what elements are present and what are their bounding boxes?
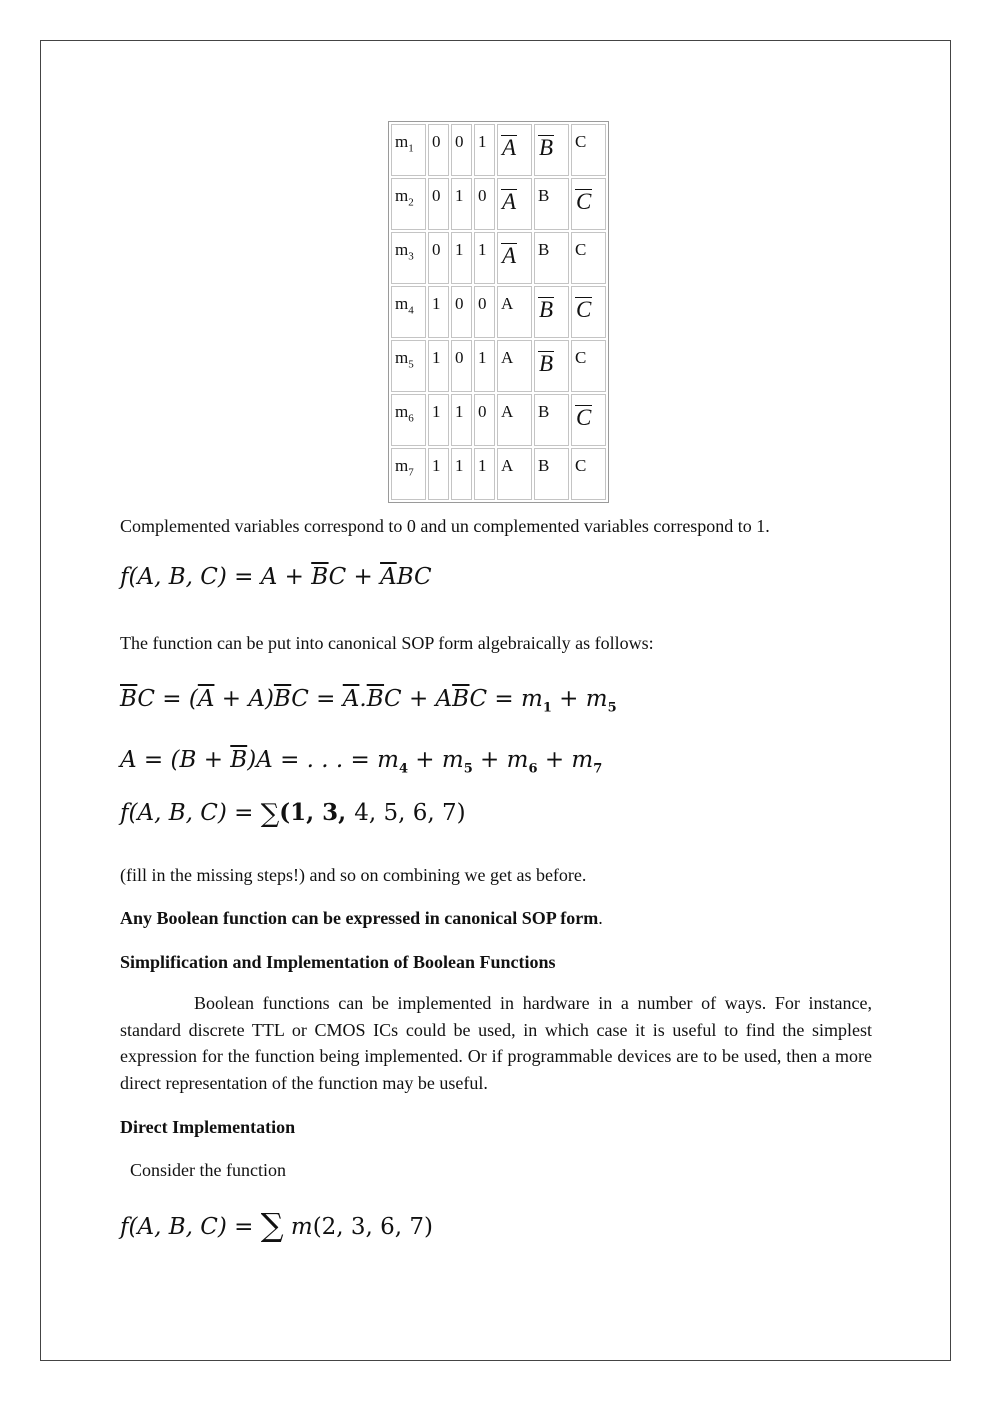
minterm-bit: 0	[474, 286, 495, 338]
complemented-variable: A	[497, 178, 532, 230]
minterm-bit: 1	[451, 448, 472, 500]
variable: B	[534, 448, 569, 500]
minterm-bit: 0	[451, 340, 472, 392]
minterm-row	[391, 232, 606, 284]
minterm-label: $m_7$	[391, 448, 426, 500]
heading-simplification: Simplification and Implementation of Boolean Functions	[120, 952, 556, 972]
variable: A	[497, 448, 532, 500]
implementation-paragraph: Boolean functions can be implemented in hardware in a number of ways. For instance, standard discrete TTL or CMOS ICs could be used, in which case it is useful to find the simplest expression for the function being implemented. Or if programmable devices are to be used, then a more direct representation of the function may be useful.	[120, 993, 872, 1093]
variable: C	[571, 124, 606, 176]
minterm-bit: 1	[474, 232, 495, 284]
equation-direct-function: f(A, B, C) = ∑ m(2, 3, 6, 7)	[120, 1206, 434, 1244]
complement-note: Complemented variables correspond to 0 and un complemented variables correspond to 1.	[120, 516, 770, 536]
minterm-row	[391, 178, 606, 230]
minterm-label: $m_4$	[391, 286, 426, 338]
minterm-bit: 1	[451, 232, 472, 284]
complemented-variable: A	[497, 232, 532, 284]
complemented-variable: B	[534, 340, 569, 392]
minterm-bit: 1	[474, 448, 495, 500]
minterm-bit: 0	[428, 232, 449, 284]
complemented-variable: C	[571, 286, 606, 338]
minterm-row	[391, 124, 606, 176]
variable: C	[571, 232, 606, 284]
minterm-bit: 1	[451, 394, 472, 446]
variable: B	[534, 394, 569, 446]
minterm-bit: 1	[428, 394, 449, 446]
variable: A	[497, 394, 532, 446]
variable: B	[534, 232, 569, 284]
minterm-bit: 0	[474, 394, 495, 446]
minterm-bit: 1	[474, 340, 495, 392]
variable: A	[497, 340, 532, 392]
minterm-row	[391, 448, 606, 500]
minterm-bit: 0	[451, 124, 472, 176]
sop-intro: The function can be put into canonical SOP form algebraically as follows:	[120, 633, 654, 653]
variable: C	[571, 448, 606, 500]
complemented-variable: C	[571, 394, 606, 446]
equation-a-expansion: $A = (B + \overline{B})A$ = . . . = $m_4 + m_5 + m_6 + m_7$	[120, 747, 603, 777]
minterm-bit: 1	[451, 178, 472, 230]
complemented-variable: B	[534, 286, 569, 338]
variable: C	[571, 340, 606, 392]
heading-direct-implementation: Direct Implementation	[120, 1117, 296, 1137]
variable: A	[497, 286, 532, 338]
complemented-variable: A	[497, 124, 532, 176]
minterm-bit: 0	[428, 124, 449, 176]
minterm-row	[391, 394, 606, 446]
minterm-label: $m_3$	[391, 232, 426, 284]
minterm-label: $m_2$	[391, 178, 426, 230]
equation-f-sum-of-products: f(A, B, $C) = A + \overline{B}C + \overline{A}BC$	[120, 564, 432, 590]
minterm-bit: 1	[474, 124, 495, 176]
minterm-row	[391, 286, 606, 338]
minterm-bit: 1	[428, 448, 449, 500]
complemented-variable: B	[534, 124, 569, 176]
equation-sum-minterms: f(A, B, C) = ∑(1, 3, 4, 5, 6, 7)	[120, 799, 466, 829]
variable: B	[534, 178, 569, 230]
minterm-bit: 1	[428, 286, 449, 338]
minterm-label: $m_5$	[391, 340, 426, 392]
minterm-table	[388, 121, 609, 503]
minterm-label: $m_6$	[391, 394, 426, 446]
minterm-bit: 0	[428, 178, 449, 230]
minterm-bit: 0	[451, 286, 472, 338]
minterm-row	[391, 340, 606, 392]
consider-function: Consider the function	[130, 1160, 286, 1180]
minterm-bit: 0	[474, 178, 495, 230]
any-boolean-statement: Any Boolean function can be expressed in canonical SOP form.	[120, 908, 603, 928]
minterm-bit: 1	[428, 340, 449, 392]
minterm-label: $m_1$	[391, 124, 426, 176]
fill-note: (fill in the missing steps!) and so on combining we get as before.	[120, 865, 587, 885]
equation-bc-expansion: $\overline{B}C = (\overline{A} + A)\overline{B}C = \overline{A}.\overline{B}C + A\overline{B}C = m_1 + m_5$	[120, 686, 617, 716]
complemented-variable: C	[571, 178, 606, 230]
